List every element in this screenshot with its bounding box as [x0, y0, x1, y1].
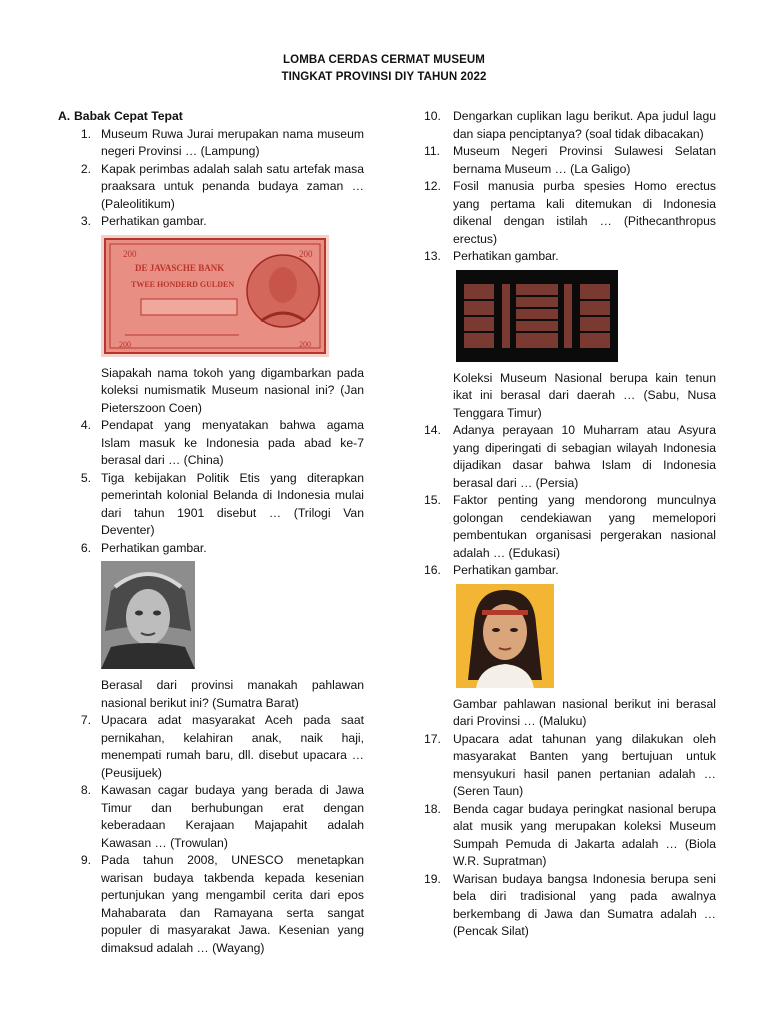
question-19: 19. Warisan budaya bangsa Indonesia berupa seni bela diri tradisional yang pada awalnya berkembang di Jawa dan Sumatra adalah … (Pencak Silat): [424, 871, 716, 938]
question-7: 7. Upacara adat masyarakat Aceh pada saat pernikahan, kelahiran anak, naik haji, menempati rumah baru, dll. disebut upacara … (Peusijuek): [80, 713, 364, 780]
banknote-value: TWEE HONDERD GULDEN: [131, 279, 235, 289]
question-15: 15. Faktor penting yang mendorong munculnya golongan cendekiawan yang memelopori pembentukan organisasi pergerakan nasional adalah … (Edukasi): [424, 493, 716, 560]
question-2: 2. Kapak perimbas adalah salah satu artefak masa praaksara untuk penanda budaya zaman … (Paleolitikum): [80, 161, 364, 211]
question-1: 1. Museum Ruwa Jurai merupakan nama museum negeri Provinsi … (Lampung): [80, 126, 364, 158]
question-14: 14. Adanya perayaan 10 Muharram atau Asyura yang diperingati di sebagian wilayah Indonesia dijadikan dasar bahwa Islam di Indonesia berasal dari … (Persia): [424, 423, 716, 490]
hero-portrait-painting-image: [456, 584, 554, 688]
question-11: 11. Museum Negeri Provinsi Sulawesi Selatan bernama Museum … (La Galigo): [424, 144, 716, 176]
banknote-image: [101, 235, 329, 357]
question-16: 16. Perhatikan gambar.: [424, 563, 559, 577]
question-13-followup: Koleksi Museum Nasional berupa kain tenun ikat ini berasal dari daerah … (Sabu, Nusa Tenggara Timur): [453, 370, 716, 420]
question-13: 13. Perhatikan gambar.: [424, 249, 559, 263]
banknote-digits-bottom-right: 200: [299, 339, 311, 349]
question-12: 12. Fosil manusia purba spesies Homo erectus yang pertama kali ditemukan di Indonesia dikenal dengan istilah … (Pithecanthropus erectus): [424, 179, 716, 246]
question-6-followup: Berasal dari provinsi manakah pahlawan nasional berikut ini? (Sumatra Barat): [101, 678, 364, 710]
question-6: 6. Perhatikan gambar.: [80, 540, 207, 555]
question-8: 8. Kawasan cagar budaya yang berada di Jawa Timur dan berhubungan erat dengan keberadaan Kerajaan Majapahit adalah Kawasan … (Trowulan): [80, 783, 364, 850]
question-9: 9. Pada tahun 2008, UNESCO menetapkan warisan budaya takbenda kepada kesenian pertunjukan yang mengambil cerita dari epos Mahabarata dan Ramayana serta sangat populer di masyarakat Jawa. Kesenian yang dimaksud adalah … (Wayang): [80, 853, 364, 955]
document-title: LOMBA CERDAS CERMAT MUSEUM: [283, 54, 485, 66]
ikat-textile-image: [456, 270, 618, 362]
question-3-followup: Siapakah nama tokoh yang digambarkan pada koleksi numismatik Museum nasional ini? (Jan Pieterszoon Coen): [101, 365, 364, 415]
section-heading: A. Babak Cepat Tepat: [58, 109, 183, 123]
question-18: 18. Benda cagar budaya peringkat nasional berupa alat musik yang merupakan koleksi Museum Sumpah Pemuda di Jakarta adalah … (Biola W.R. Supratman): [424, 801, 716, 868]
question-17: 17. Upacara adat tahunan yang dilakukan oleh masyarakat Banten yang bertujuan untuk mensyukuri hasil panen pertanian adalah … (Seren Taun): [424, 731, 716, 798]
question-10: 10. Dengarkan cuplikan lagu berikut. Apa judul lagu dan siapa penciptanya? (soal tidak dibacakan): [424, 109, 716, 141]
left-column: [58, 108, 364, 957]
question-5: 5. Tiga kebijakan Politik Etis yang diterapkan pemerintah kolonial Belanda di Indonesia mulai dari tahun 1901 disebut … (Trilogi Van Deventer): [80, 470, 364, 537]
banknote-digits-right: 200: [299, 248, 313, 259]
banknote-digits-left: 200: [123, 248, 137, 259]
document-subtitle: TINGKAT PROVINSI DIY TAHUN 2022: [281, 71, 487, 83]
question-4: 4. Pendapat yang menyatakan bahwa agama Islam masuk ke Indonesia pada abad ke-7 berasal dari … (China): [80, 418, 364, 467]
portrait-photo-image: [101, 561, 195, 669]
banknote-digits-bottom-left: 200: [119, 339, 131, 349]
banknote-bank-name: DE JAVASCHE BANK: [135, 262, 225, 273]
right-column: [424, 108, 716, 941]
question-16-followup: Gambar pahlawan nasional berikut ini berasal dari Provinsi … (Maluku): [453, 696, 716, 728]
question-3: 3. Perhatikan gambar.: [80, 214, 207, 228]
